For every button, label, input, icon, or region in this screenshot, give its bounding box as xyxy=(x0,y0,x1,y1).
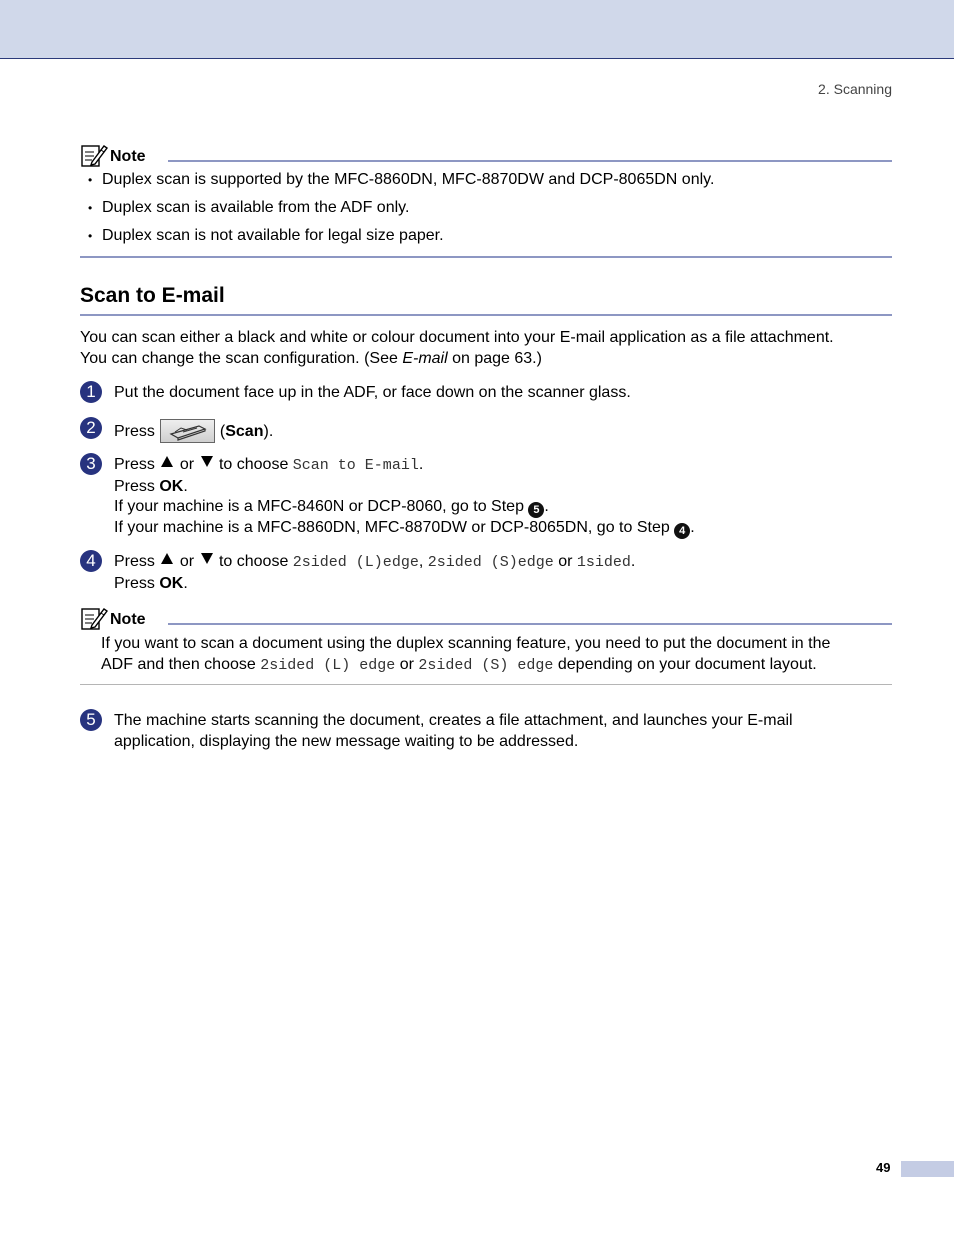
intro-paragraph xyxy=(80,327,900,369)
step-3-line-3: If your machine is a MFC-8460N or DCP-8060, go to Step 5 . xyxy=(114,498,549,516)
step-number-3: 3 xyxy=(80,453,102,475)
step-3-line-4: If your machine is a MFC-8860DN, MFC-8870DW or DCP-8065DN, go to Step 4 . xyxy=(114,519,695,537)
step-3-line-1: Press or to choose Scan to E-mail. xyxy=(114,456,424,474)
section-title: Scan to E-mail xyxy=(80,284,225,307)
bullet-text: Duplex scan is supported by the MFC-8860DN, MFC-8870DW and DCP-8065DN only. xyxy=(102,171,715,188)
note-header xyxy=(80,143,892,167)
menu-option: Scan to E-mail xyxy=(292,457,419,474)
up-arrow-icon xyxy=(161,456,173,467)
up-arrow-icon xyxy=(161,553,173,564)
bullet-text: Duplex scan is not available for legal size paper. xyxy=(102,227,444,244)
ok-key-label: OK xyxy=(159,477,184,495)
menu-option: 1sided xyxy=(576,554,631,571)
scan-key-icon xyxy=(160,419,215,443)
note-divider xyxy=(168,160,892,162)
step-3-line-2: Press OK. xyxy=(114,477,188,495)
header-band xyxy=(0,0,954,59)
menu-option: 2sided (S)edge xyxy=(427,554,554,571)
step-4-line-1: Press or to choose 2sided (L)edge, 2sided (S)edge or 1sided. xyxy=(114,553,636,571)
menu-option: 2sided (L)edge xyxy=(292,554,419,571)
note-label: Note xyxy=(110,611,146,628)
step-text-1: Put the document face up in the ADF, or face down on the scanner glass. xyxy=(114,384,631,401)
page-tab-marker xyxy=(901,1161,954,1177)
section-rule xyxy=(80,314,892,316)
note-bullet-1: • Duplex scan is supported by the MFC-8860DN, MFC-8870DW and DCP-8065DN only. xyxy=(88,171,715,188)
note-pencil-icon xyxy=(80,606,108,632)
intro-line-1: You can scan either a black and white or colour document into your E-mail application as a file attachment. xyxy=(80,329,834,346)
note-2-line-2: ADF and then choose 2sided (L) edge or 2sided (S) edge depending on your document layout. xyxy=(101,656,817,674)
step-text-5 xyxy=(114,711,894,752)
note-bottom-rule xyxy=(80,684,892,685)
note-box-2 xyxy=(80,606,892,686)
chapter-label: 2. Scanning xyxy=(818,81,892,97)
step-number-4: 4 xyxy=(80,550,102,572)
scanner-icon xyxy=(161,420,214,442)
ok-key-label: OK xyxy=(159,574,184,592)
note-pencil-icon xyxy=(80,143,108,169)
step-text-3 xyxy=(114,455,894,539)
step-5-line-1: The machine starts scanning the document, creates a file attachment, and launches your E-mail xyxy=(114,712,793,729)
step-number-5: 5 xyxy=(80,709,102,731)
step-4-line-2: Press OK. xyxy=(114,574,188,592)
down-arrow-icon xyxy=(201,456,213,467)
step-number-2: 2 xyxy=(80,417,102,439)
cross-reference-link[interactable]: E-mail xyxy=(402,350,448,367)
note-header xyxy=(80,606,892,630)
page-number: 49 xyxy=(876,1160,891,1175)
step-number-1: 1 xyxy=(80,381,102,403)
step-text-4 xyxy=(114,552,894,594)
intro-line-2: You can change the scan configuration. (See E-mail on page 63.) xyxy=(80,350,542,367)
step-ref-circle[interactable]: 4 xyxy=(674,523,690,539)
step-text-2: Press (Scan). xyxy=(114,419,894,443)
step-5-line-2: application, displaying the new message waiting to be addressed. xyxy=(114,732,579,750)
note-bullet-3: • Duplex scan is not available for legal size paper. xyxy=(88,227,444,244)
menu-option: 2sided (S) edge xyxy=(418,657,554,674)
down-arrow-icon xyxy=(201,553,213,564)
note-bottom-rule xyxy=(80,256,892,258)
note-2-line-1: If you want to scan a document using the duplex scanning feature, you need to put the document in the xyxy=(101,635,831,652)
bullet-text: Duplex scan is available from the ADF only. xyxy=(102,199,410,216)
note-bullet-2: • Duplex scan is available from the ADF only. xyxy=(88,199,410,216)
note-box-1 xyxy=(80,143,892,259)
menu-option: 2sided (L) edge xyxy=(260,657,396,674)
note-label: Note xyxy=(110,148,146,165)
scan-key-label: Scan xyxy=(225,423,264,440)
note-divider xyxy=(168,623,892,625)
note-2-text xyxy=(101,633,901,676)
step-ref-circle[interactable]: 5 xyxy=(528,502,544,518)
